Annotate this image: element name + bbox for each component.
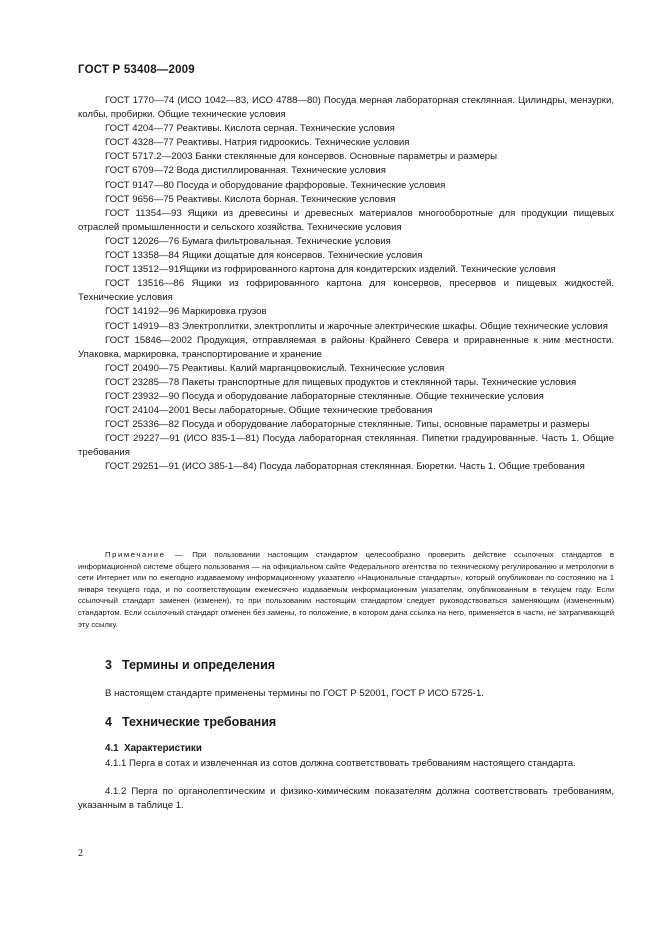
- section-3-text: В настоящем стандарте применены термины по ГОСТ Р 52001, ГОСТ Р ИСО 5725-1.: [105, 688, 484, 699]
- reference-item: ГОСТ 23285—78 Пакеты транспортные для пищевых продуктов и стеклянной тары. Технические условия: [105, 376, 577, 388]
- references-note: [78, 549, 614, 630]
- reference-item: ГОСТ 9656—75 Реактивы. Кислота борная. Технические условия: [105, 193, 396, 205]
- page-number: 2: [78, 848, 83, 859]
- reference-item: ГОСТ 20490—75 Реактивы. Калий марганцовокислый. Технические условия: [105, 362, 445, 374]
- clause-4-1-1: 4.1.1 Перга в сотах и извлеченная из сотов должна соответствовать требованиям настоящего стандарта.: [105, 758, 576, 769]
- reference-item: ГОСТ 13512—91Ящики из гофрированного картона для кондитерских изделий. Технические условия: [105, 264, 556, 276]
- reference-item: ГОСТ 15846—2002 Продукция, отправляемая в районы Крайнего Севера и приравненные к ним местности. Упаковка, маркировка, транспортирование и хранение: [78, 334, 614, 360]
- section-3-heading: [105, 658, 275, 672]
- reference-item: ГОСТ 4204—77 Реактивы. Кислота серная. Технические условия: [105, 123, 395, 135]
- subsection-4-1-number: 4.1: [105, 743, 119, 754]
- note-text: При пользовании настоящим стандартом целесообразно проверить действие ссылочных стандартов в информационной системе общего пользования — на официальном сайте Федерального агентства по техническому регулированию и метрологии в сети Интернет или по ежегодно издаваемому информационному указателю «Национальные стандарты», который опубликован по состоянию на 1 января текущего года, и по соответствующим ежемесячно издаваемым информационным указателям, опубликованным в текущем году. Если ссылочный стандарт заменен (изменен), то при пользовании настоящим стандартом следует руководствоваться заменяющим (измененным) стандартом. Если ссылочный стандарт отменен без замены, то положение, в котором дана ссылка на него, применяется в части, не затрагивающей эту ссылку.: [78, 550, 614, 629]
- reference-item: ГОСТ 24104—2001 Весы лабораторные. Общие технические требования: [105, 405, 433, 417]
- reference-item: ГОСТ 5717.2—2003 Банки стеклянные для консервов. Основные параметры и размеры: [105, 151, 498, 163]
- section-3-title: Термины и определения: [121, 658, 276, 672]
- reference-item: ГОСТ 14192—96 Маркировка грузов: [105, 306, 267, 318]
- reference-item: ГОСТ 13516—86 Ящики из гофрированного картона для консервов, пресервов и пищевых жидкостей. Технические условия: [78, 278, 614, 304]
- normative-references-list: [78, 94, 614, 475]
- reference-item: ГОСТ 1770—74 (ИСО 1042—83, ИСО 4788—80) Посуда мерная лабораторная стеклянная. Цилиндры, мензурки, колбы, пробирки. Общие технические условия: [78, 95, 614, 121]
- document-header: ГОСТ Р 53408—2009: [78, 64, 195, 76]
- section-4-number: 4: [105, 715, 112, 729]
- reference-item: ГОСТ 6709—72 Вода дистиллированная. Технические условия: [105, 165, 386, 177]
- reference-item: ГОСТ 4328—77 Реактивы. Натрия гидроокись. Технические условия: [105, 137, 410, 149]
- section-4-title: Технические требования: [121, 715, 277, 729]
- reference-item: ГОСТ 29227—91 (ИСО 835-1—81) Посуда лабораторная стеклянная. Пипетки градуированные. Часть 1. Общие требования: [78, 433, 614, 459]
- section-3-number: 3: [105, 658, 112, 672]
- subsection-4-1-title: Характеристики: [124, 743, 202, 754]
- reference-item: ГОСТ 29251—91 (ИСО 385-1—84) Посуда лабораторная стеклянная. Бюретки. Часть 1. Общие требования: [105, 461, 585, 473]
- reference-item: ГОСТ 13358—84 Ящики дощатые для консервов. Технические условия: [105, 250, 423, 262]
- section-4-heading: [105, 715, 276, 729]
- reference-item: ГОСТ 23932—90 Посуда и оборудование лабораторные стеклянные. Общие технические условия: [105, 390, 544, 402]
- reference-item: ГОСТ 9147—80 Посуда и оборудование фарфоровые. Технические условия: [105, 179, 446, 191]
- reference-item: ГОСТ 25336—82 Посуда и оборудование лабораторные стеклянные. Типы, основные параметры и размеры: [105, 419, 590, 431]
- note-label: Примечание —: [105, 550, 185, 559]
- reference-item: ГОСТ 12026—76 Бумага фильтровальная. Технические условия: [105, 235, 391, 247]
- reference-item: ГОСТ 11354—93 Ящики из древесины и древесных материалов многооборотные для продукции пищевых отраслей промышленности и сельского хозяйства. Технические условия: [78, 207, 614, 233]
- subsection-4-1-heading: [105, 743, 202, 754]
- clause-4-1-2: 4.1.2 Перга по органолептическим и физико-химическим показателям должна соответствовать требованиям, указанным в таблице 1.: [78, 786, 614, 812]
- reference-item: ГОСТ 14919—83 Электроплитки, электроплиты и жарочные электрические шкафы. Общие технические условия: [105, 320, 608, 332]
